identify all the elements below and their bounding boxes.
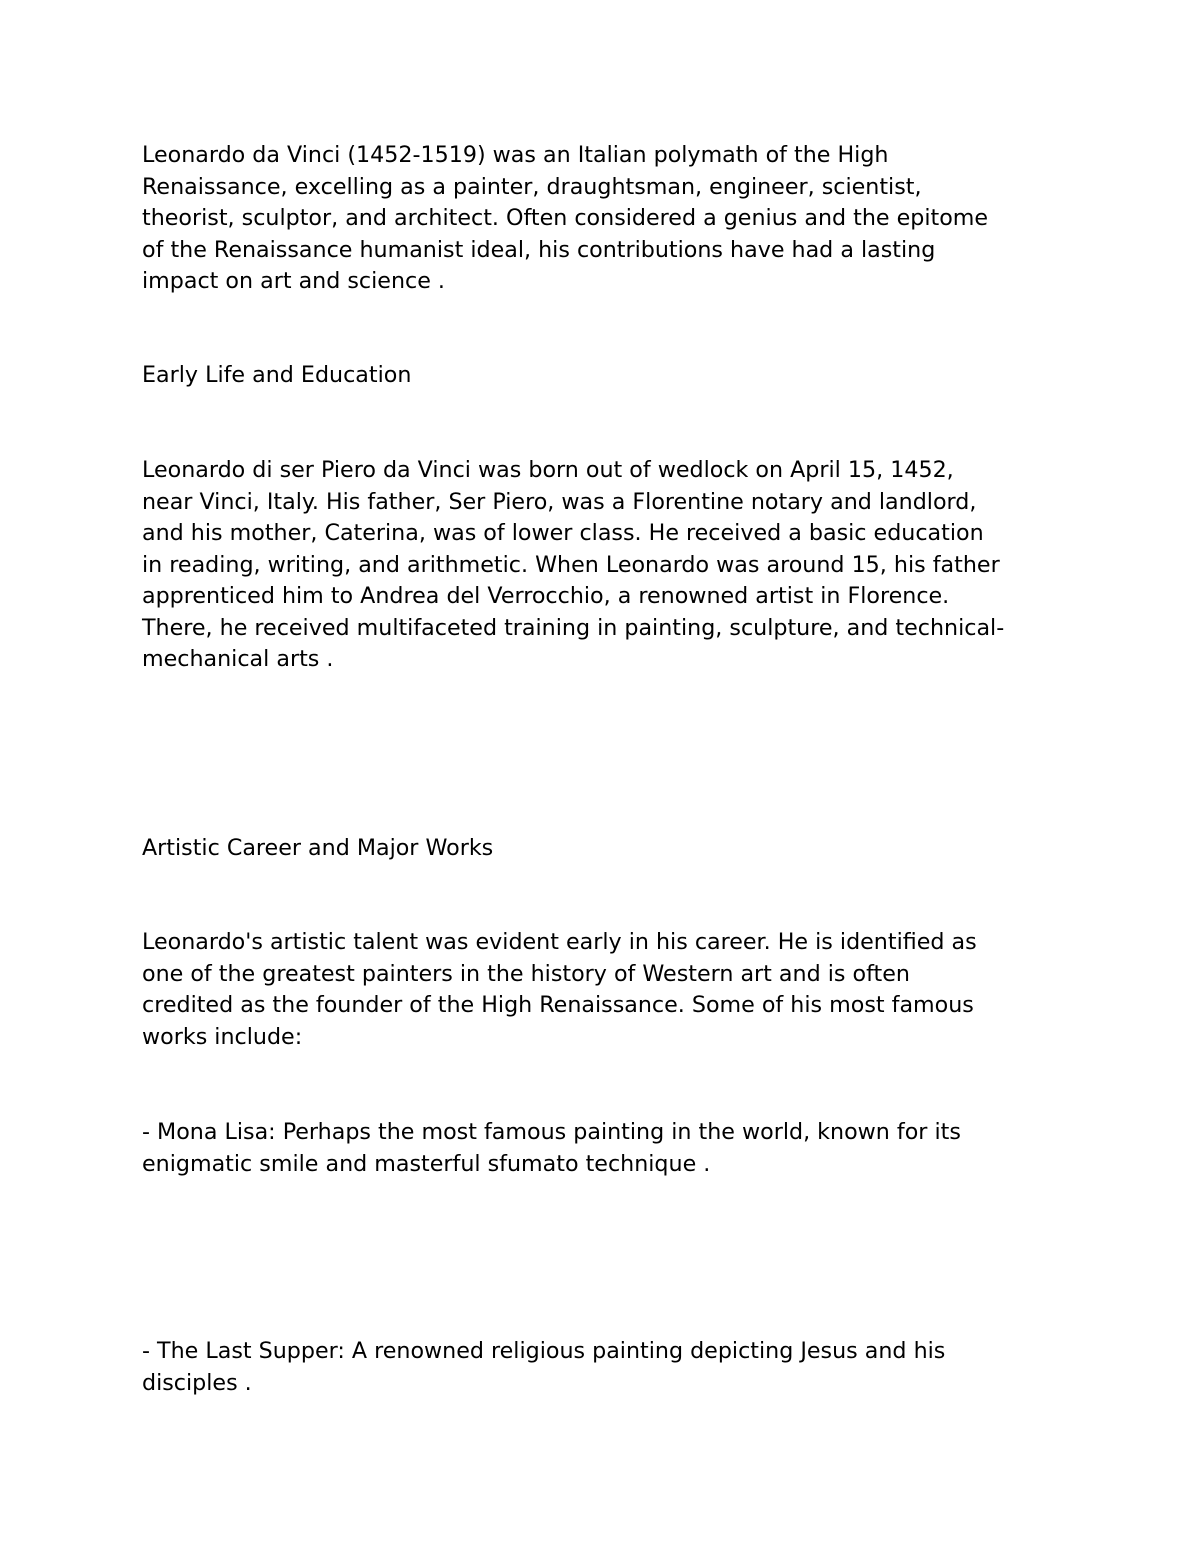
paragraph-line: mechanical arts . (142, 646, 334, 672)
paragraph-line: apprenticed him to Andrea del Verrocchio, a renowned artist in Florence. (142, 583, 950, 609)
career-paragraph (142, 927, 1067, 1053)
paragraph-line: Leonardo di ser Piero da Vinci was born out of wedlock on April 15, 1452, (142, 457, 954, 483)
paragraph-line: near Vinci, Italy. His father, Ser Piero, was a Florentine notary and landlord, (142, 488, 977, 515)
heading-text: Early Life and Education (142, 362, 412, 388)
heading-early-life (142, 360, 1067, 392)
list-item-mona-lisa (142, 1117, 1067, 1180)
paragraph-line: in reading, writing, and arithmetic. When Leonardo was around 15, his father (142, 551, 1000, 578)
paragraph-line: impact on art and science . (142, 268, 445, 294)
paragraph-line: enigmatic smile and masterful sfumato technique . (142, 1150, 711, 1177)
early-life-paragraph (142, 455, 1067, 676)
paragraph-line: There, he received multifaceted training in painting, sculpture, and technical- (142, 614, 1005, 641)
paragraph-line: Leonardo da Vinci (1452-1519) was an Italian polymath of the High (142, 142, 889, 168)
paragraph-line: Renaissance, excelling as a painter, draughtsman, engineer, scientist, (142, 173, 922, 200)
paragraph-line: one of the greatest painters in the history of Western art and is often (142, 960, 910, 987)
paragraph-line: Leonardo's artistic talent was evident early in his career. He is identified as (142, 929, 977, 955)
paragraph-line: and his mother, Caterina, was of lower class. He received a basic education (142, 520, 984, 546)
paragraph-line: of the Renaissance humanist ideal, his contributions have had a lasting (142, 236, 936, 263)
heading-text: Artistic Career and Major Works (142, 835, 494, 861)
list-item-last-supper (142, 1336, 1067, 1399)
paragraph-line: - The Last Supper: A renowned religious painting depicting Jesus and his (142, 1338, 946, 1364)
paragraph-line: credited as the founder of the High Renaissance. Some of his most famous (142, 992, 974, 1018)
paragraph-line: - Mona Lisa: Perhaps the most famous painting in the world, known for its (142, 1119, 961, 1145)
intro-paragraph (142, 140, 1067, 298)
heading-artistic-career (142, 833, 1067, 865)
paragraph-line: works include: (142, 1023, 303, 1050)
paragraph-line: theorist, sculptor, and architect. Often considered a genius and the epitome (142, 205, 989, 231)
paragraph-line: disciples . (142, 1369, 252, 1396)
